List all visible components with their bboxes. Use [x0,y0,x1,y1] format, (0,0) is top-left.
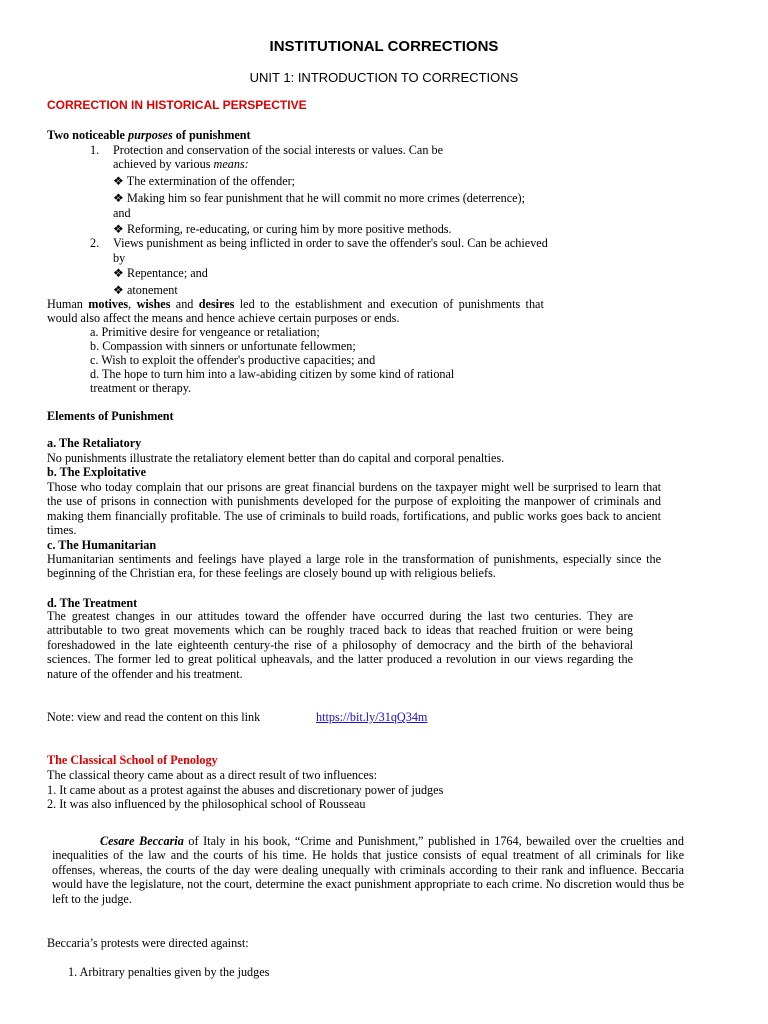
elements-heading: Elements of Punishment [47,409,174,423]
element-retaliatory-heading: a. The Retaliatory [47,436,142,450]
motive-d-line-1: d. The hope to turn him into a law-abiding citizen by some kind of rational [90,367,455,381]
bullet-item: ❖ Reforming, re-educating, or curing him by more positive methods. [113,222,452,236]
note-link[interactable]: https://bit.ly/31qQ34m [316,710,428,724]
purpose-2-line-1: Views punishment as being inflicted in order to save the offender's soul. Can be achieved [113,236,548,250]
protest-item-1: 1. Arbitrary penalties given by the judges [68,965,270,979]
motive-b: b. Compassion with sinners or unfortunate fellowmen; [90,339,356,353]
list-number: 1. [90,143,100,157]
purpose-1-line-1: Protection and conservation of the social interests or values. Can be [113,143,443,157]
motive-d-line-2: treatment or therapy. [90,381,192,395]
diamond-bullet-icon: ❖ [113,266,124,280]
element-treatment-text: The greatest changes in our attitudes toward the offender have occurred during the last two centuries. They are attributable to two great movements which can be roughly traced back to ideas that reached fruition or were being foreshadowed in the late eighteenth century-the rise of a philosophy of democracy and the birth of the behavioral sciences. The former led to great political upheavals, and the latter produced a revolution in our views regarding the nature of the offender and his treatment. [47,609,633,681]
and-text: and [113,206,131,220]
list-number: 2. [90,236,100,250]
bullet-item: ❖ The extermination of the offender; [113,174,296,188]
diamond-bullet-icon: ❖ [113,283,124,297]
classical-intro: The classical theory came about as a direct result of two influences: [47,768,377,782]
note-text: Note: view and read the content on this link [47,710,261,724]
motives-line-2: would also affect the means and hence achieve certain purposes or ends. [47,311,400,325]
element-humanitarian-heading: c. The Humanitarian [47,538,157,552]
document-title: INSTITUTIONAL CORRECTIONS [269,38,499,55]
element-humanitarian-text: Humanitarian sentiments and feelings have played a large role in the transformation of punishments, especially since the beginning of the Christian era, for these feelings are closely bound up with religious beliefs. [47,552,661,581]
motive-c: c. Wish to exploit the offender's productive capacities; and [90,353,376,367]
classical-school-heading: The Classical School of Penology [47,753,218,767]
classical-item-2: 2. It was also influenced by the philosophical school of Rousseau [47,797,366,811]
diamond-bullet-icon: ❖ [113,191,124,205]
bullet-item: ❖ Repentance; and [113,266,208,280]
purpose-2-line-2: by [113,251,126,265]
bullet-item: ❖ Making him so fear punishment that he will commit no more crimes (deterrence); [113,191,525,205]
diamond-bullet-icon: ❖ [113,222,124,236]
beccaria-paragraph: Cesare Beccaria of Italy in his book, “Crime and Punishment,” published in 1764, bewailed over the cruelties and inequalities of the law and the courts of his time. He holds that justice consists of equal treatment of all criminals for like offenses, whereas, the courts of the day were dealing unequally with criminals according to their rank and influence. Beccaria would have the legislature, not the court, determine the exact punishment appropriate to each crime. No discretion would thus be left to the judge. [52,834,684,906]
element-retaliatory-text: No punishments illustrate the retaliatory element better than do capital and corporal penalties. [47,451,505,465]
diamond-bullet-icon: ❖ [113,174,124,188]
purpose-1-line-2: achieved by various means: [113,157,249,171]
element-exploitative-text: Those who today complain that our prisons are great financial burdens on the taxpayer might well be surprised to learn that the use of prisons in connection with punishments developed for the purpose of exploiting the manpower of criminals and making them financially profitable. The use of criminals to build roads, fortifications, and public works goes back to ancient times. [47,480,661,538]
classical-item-1: 1. It came about as a protest against the abuses and discretionary power of judges [47,783,444,797]
motives-line-1: Human motives, wishes and desires led to the establishment and execution of punishments that [47,297,544,311]
beccaria-protests: Beccaria’s protests were directed against: [47,936,249,950]
element-exploitative-heading: b. The Exploitative [47,465,146,479]
section-heading-historical: CORRECTION IN HISTORICAL PERSPECTIVE [47,98,307,112]
unit-title: UNIT 1: INTRODUCTION TO CORRECTIONS [249,70,519,85]
beccaria-name: Cesare Beccaria [100,834,184,848]
bullet-item: ❖ atonement [113,283,178,297]
element-treatment-heading: d. The Treatment [47,596,138,610]
purposes-heading: Two noticeable purposes of punishment [47,128,251,142]
motive-a: a. Primitive desire for vengeance or retaliation; [90,325,320,339]
